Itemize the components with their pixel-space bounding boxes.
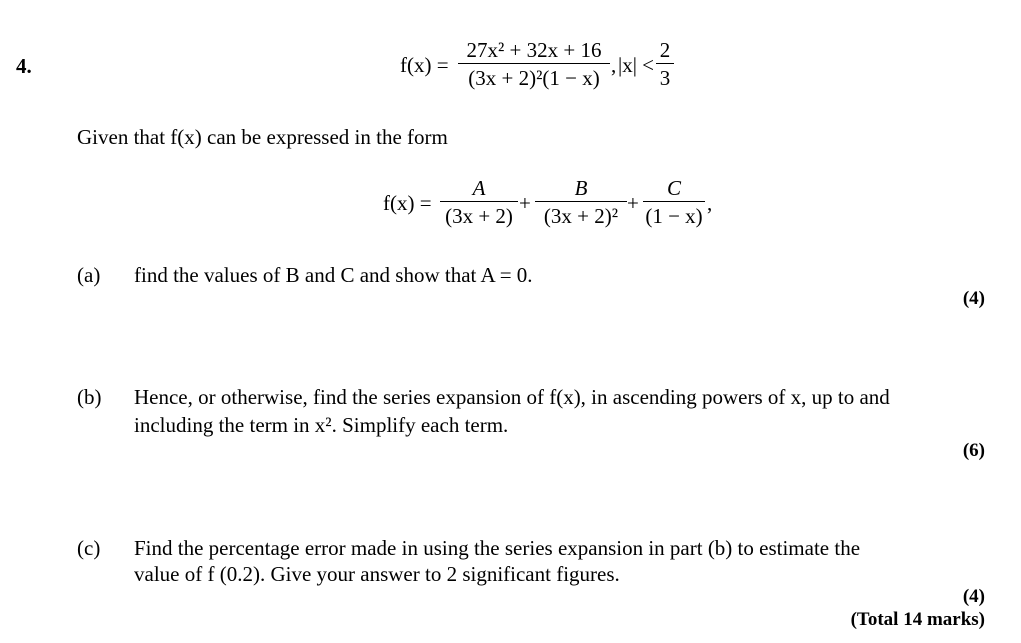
part-label: (b) bbox=[77, 385, 102, 409]
fraction-bar bbox=[535, 201, 627, 202]
pf-term1-denominator: (3x + 2) bbox=[445, 204, 513, 228]
pf-term1-numerator: A bbox=[472, 176, 486, 200]
pf-term3-denominator: (1 − x) bbox=[645, 204, 703, 228]
pf-trailing-comma: , bbox=[707, 191, 713, 215]
pf-term2-numerator: B bbox=[574, 176, 588, 200]
part-marks: (4) bbox=[962, 288, 985, 309]
condition-separator: , bbox=[611, 53, 617, 77]
pf-lhs: f(x) = bbox=[383, 191, 432, 215]
part-label: (c) bbox=[77, 536, 101, 560]
pf-plus2: + bbox=[627, 191, 639, 215]
part-label: (a) bbox=[77, 263, 101, 287]
total-marks: (Total 14 marks) bbox=[850, 609, 985, 630]
pf-plus1: + bbox=[519, 191, 531, 215]
condition-numerator: 2 bbox=[659, 38, 671, 62]
part-text-line1: find the values of B and C and show that A = 0. bbox=[134, 263, 533, 287]
intro-text: Given that f(x) can be expressed in the form bbox=[77, 125, 448, 149]
condition-fraction bbox=[656, 38, 674, 90]
f-denominator: (3x + 2)²(1 − x) bbox=[468, 66, 600, 90]
f-fraction bbox=[458, 38, 610, 90]
condition-denominator: 3 bbox=[659, 66, 671, 90]
part-text-line2: including the term in x². Simplify each term. bbox=[134, 413, 509, 437]
f-numerator: 27x² + 32x + 16 bbox=[466, 38, 602, 62]
fraction-bar bbox=[643, 201, 705, 202]
part-marks: (6) bbox=[962, 440, 985, 461]
pf-term3-numerator: C bbox=[666, 176, 681, 200]
fraction-bar bbox=[458, 63, 610, 64]
question-number: 4. bbox=[16, 54, 32, 78]
fraction-bar bbox=[440, 201, 518, 202]
f-lhs: f(x) = bbox=[400, 53, 449, 77]
pf-term2 bbox=[535, 176, 627, 228]
part-text-line1: Find the percentage error made in using the series expansion in part (b) to estimate the bbox=[134, 536, 861, 560]
pf-term2-denominator: (3x + 2)² bbox=[543, 204, 619, 228]
pf-term3 bbox=[643, 176, 705, 228]
condition-abs: |x| < bbox=[618, 53, 655, 77]
part-text-line2: value of f (0.2). Give your answer to 2 significant figures. bbox=[134, 562, 620, 586]
part-text-line1: Hence, or otherwise, find the series expansion of f(x), in ascending powers of x, up to and bbox=[134, 385, 890, 409]
fraction-bar bbox=[656, 63, 674, 64]
pf-term1 bbox=[440, 176, 518, 228]
part-marks: (4) bbox=[962, 586, 985, 607]
